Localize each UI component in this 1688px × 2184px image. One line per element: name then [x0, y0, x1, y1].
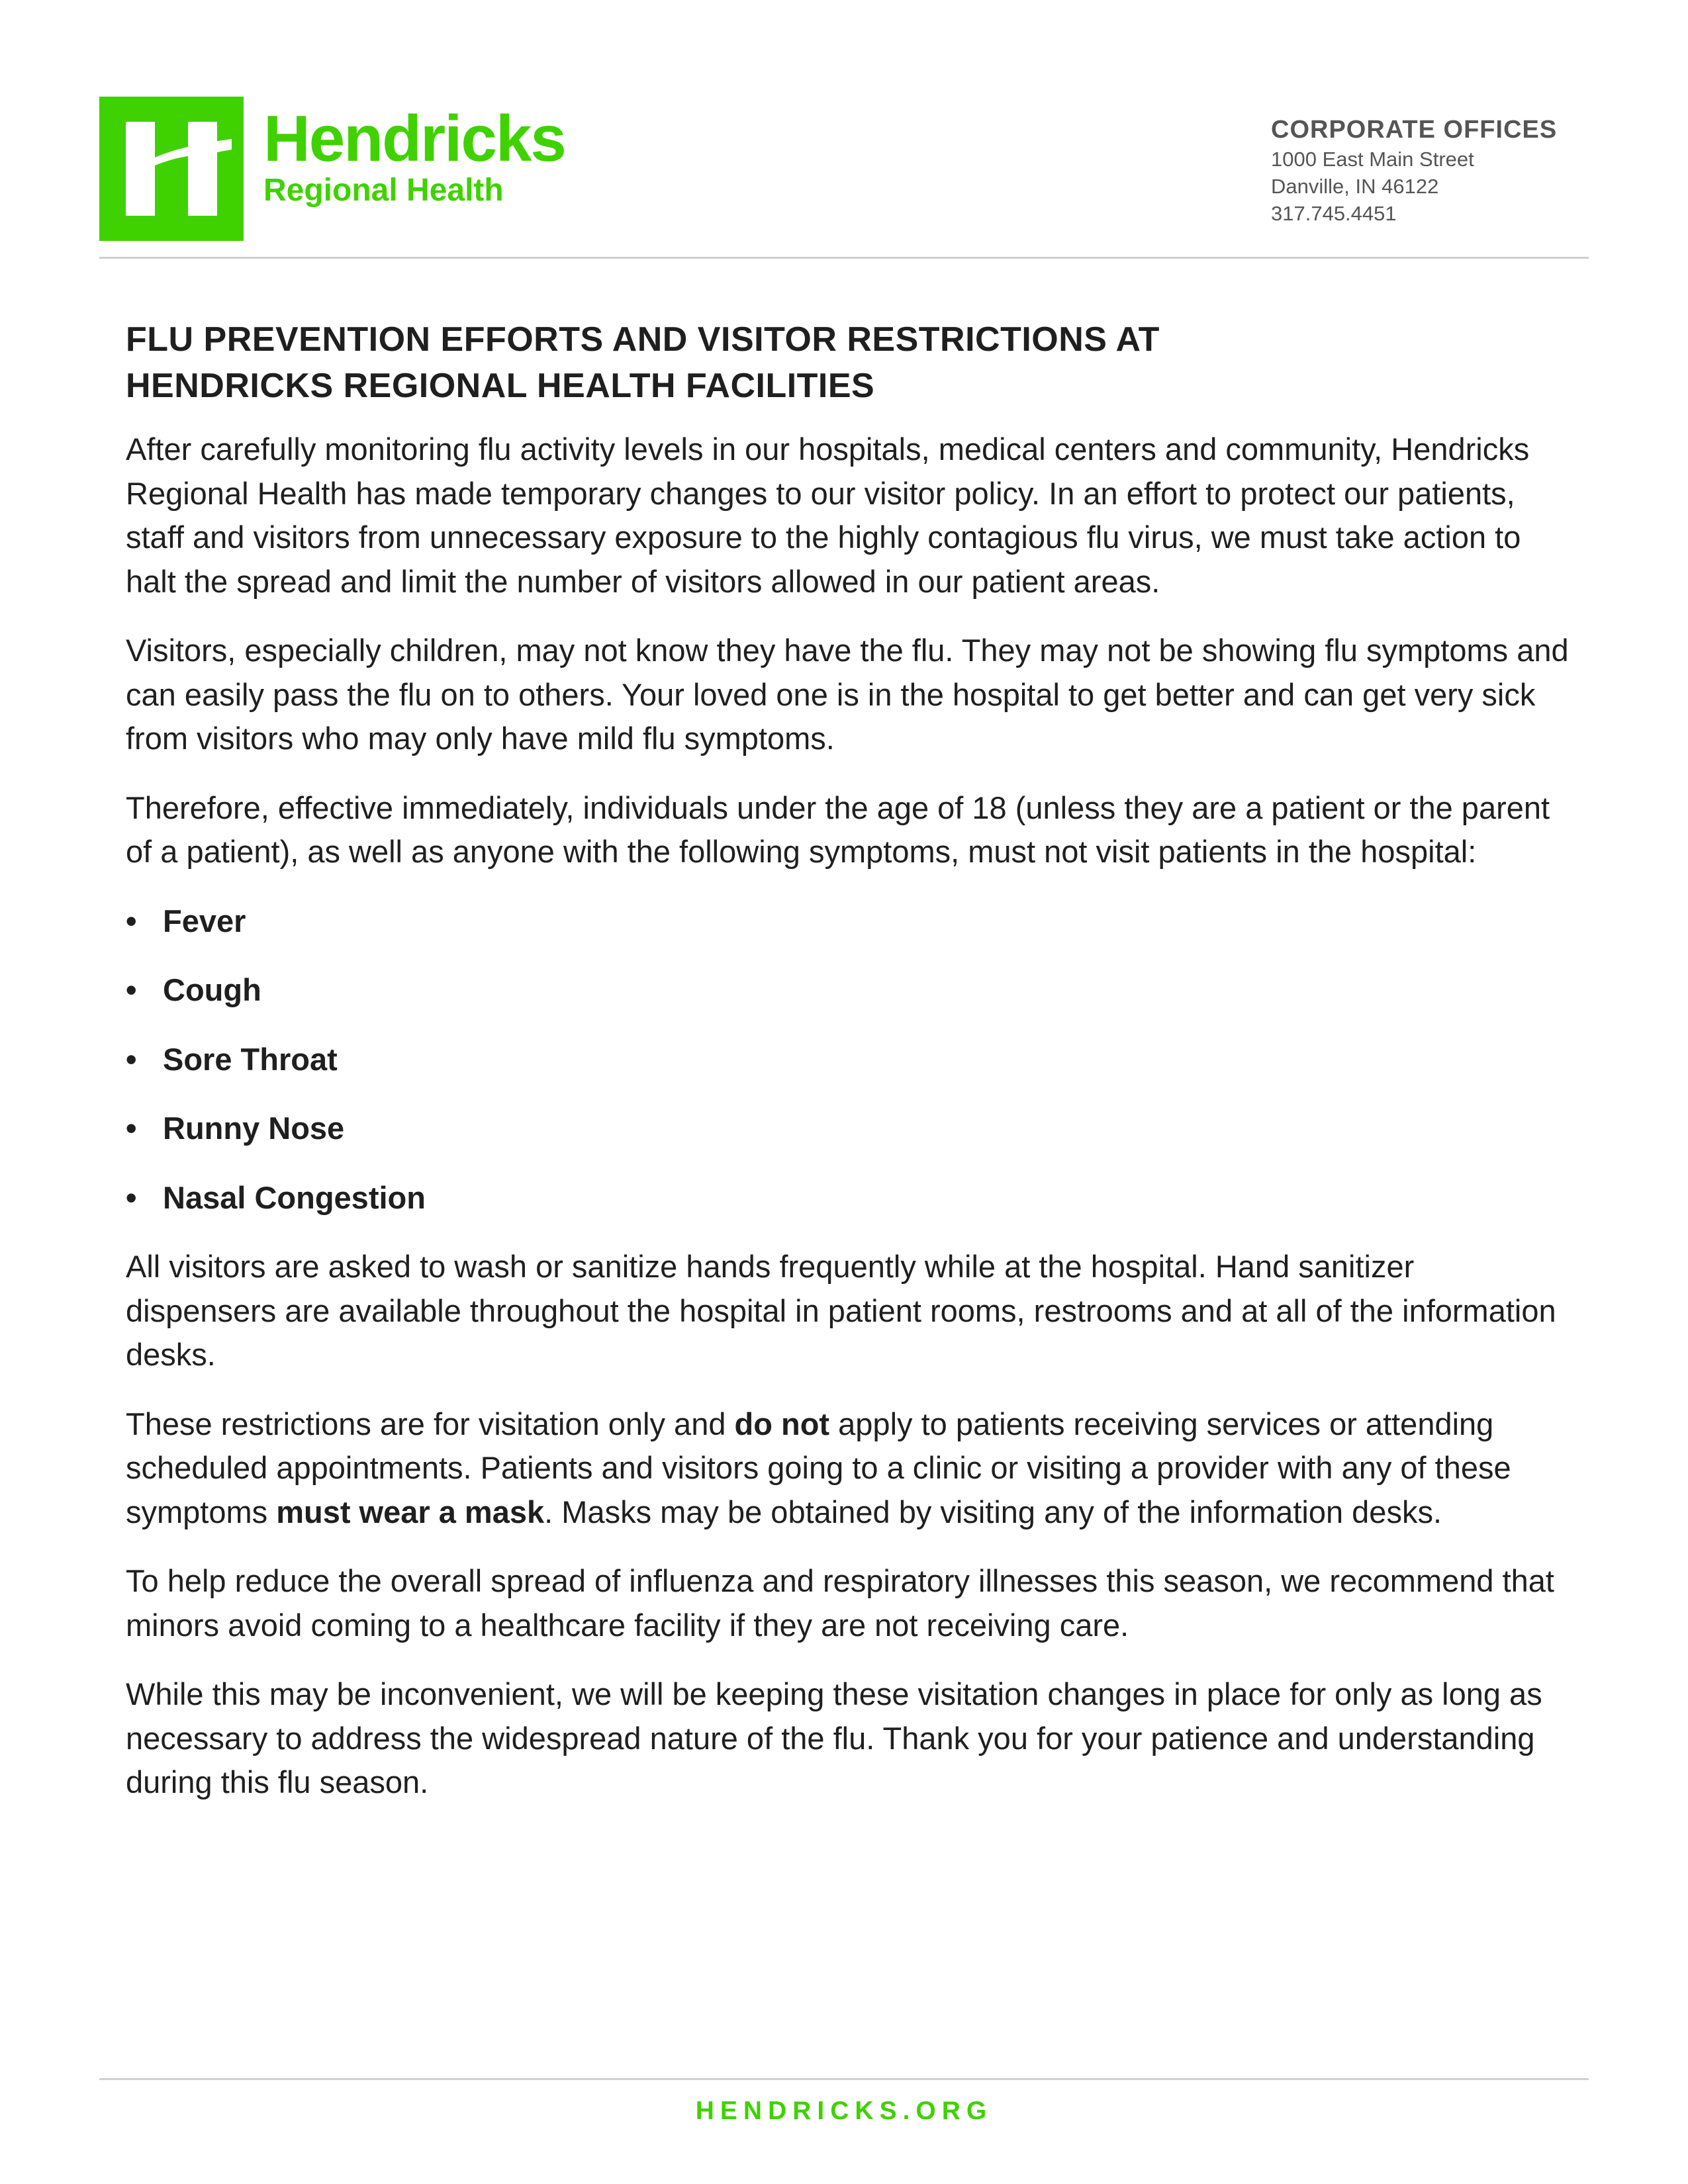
letterhead [99, 97, 1589, 242]
paragraph-mask-policy: These restrictions are for visitation only and do not apply to patients receiving services or attending scheduled appointments. Patients and visitors going to a clinic or visiting a provider with any of these symptoms must wear a mask. Masks may be obtained by visiting any of the information desks. [126, 1406, 1511, 1529]
corporate-phone: 317.745.4451 [1271, 202, 1397, 225]
paragraph-hand-hygiene: All visitors are asked to wash or sanitize hands frequently while at the hospital. Hand sanitizer dispensers are available throughout the hospital in patient rooms, restrooms and at all of the information desks. [126, 1249, 1556, 1372]
bullet-icon: • [126, 1041, 137, 1077]
bullet-icon: • [126, 903, 137, 938]
paragraph-visitors: Visitors, especially children, may not know they have the flu. They may not be showing flu symptoms and can easily pass the flu on to others. Your loved one is in the hospital to get better and can get very sick from visitors who may only have mild flu symptoms. [126, 633, 1569, 756]
corporate-address [1271, 114, 1589, 227]
corporate-city: Danville, IN 46122 [1271, 175, 1439, 198]
bullet-icon: • [126, 972, 137, 1007]
emphasis-do-not: do not [734, 1406, 830, 1441]
hendricks-logo-icon [99, 97, 244, 241]
brand-name: Hendricks [263, 102, 565, 175]
bullet-icon: • [126, 1179, 137, 1215]
paragraph-closing: While this may be inconvenient, we will be keeping these visitation changes in place for only as long as necessary to address the widespread nature of the flu. Thank you for your patience and understanding during this flu season. [126, 1676, 1542, 1799]
paragraph-minors: To help reduce the overall spread of influenza and respiratory illnesses this season, we recommend that minors avoid coming to a healthcare facility if they are not receiving care. [126, 1563, 1554, 1643]
emphasis-mask: must wear a mask [276, 1494, 545, 1529]
document-body [126, 316, 1569, 1830]
corporate-street: 1000 East Main Street [1271, 148, 1474, 171]
list-item: • Fever [126, 899, 1569, 944]
bullet-icon: • [126, 1111, 137, 1146]
paragraph-intro: After carefully monitoring flu activity levels in our hospitals, medical centers and community, Hendricks Regional Health has made temporary changes to our visitor policy. In an effort to protect our patients, staff and visitors from unnecessary exposure to the highly contagious flu virus, we must take action to halt the spread and limit the number of visitors allowed in our patient areas. [126, 432, 1530, 599]
list-item: • Runny Nose [126, 1107, 1569, 1151]
list-item: • Sore Throat [126, 1038, 1569, 1082]
list-item: • Nasal Congestion [126, 1176, 1569, 1220]
title-line-1: FLU PREVENTION EFFORTS AND VISITOR RESTRICTIONS AT [126, 320, 1160, 359]
brand-wordmark [263, 102, 565, 208]
document-title [126, 316, 1569, 409]
footer-divider [99, 2078, 1589, 2080]
corporate-title: CORPORATE OFFICES [1271, 116, 1558, 144]
brand-subtitle: Regional Health [263, 173, 504, 208]
title-line-2: HENDRICKS REGIONAL HEALTH FACILITIES [126, 367, 875, 405]
header-divider [99, 257, 1589, 259]
symptom-list [126, 899, 1569, 1220]
footer-website-link[interactable]: HENDRICKS.ORG [695, 2097, 993, 2125]
paragraph-restrictions: Therefore, effective immediately, individuals under the age of 18 (unless they are a patient or the parent of a patient), as well as anyone with the following symptoms, must not visit patients in the hospital: [126, 790, 1550, 869]
list-item: • Cough [126, 968, 1569, 1013]
